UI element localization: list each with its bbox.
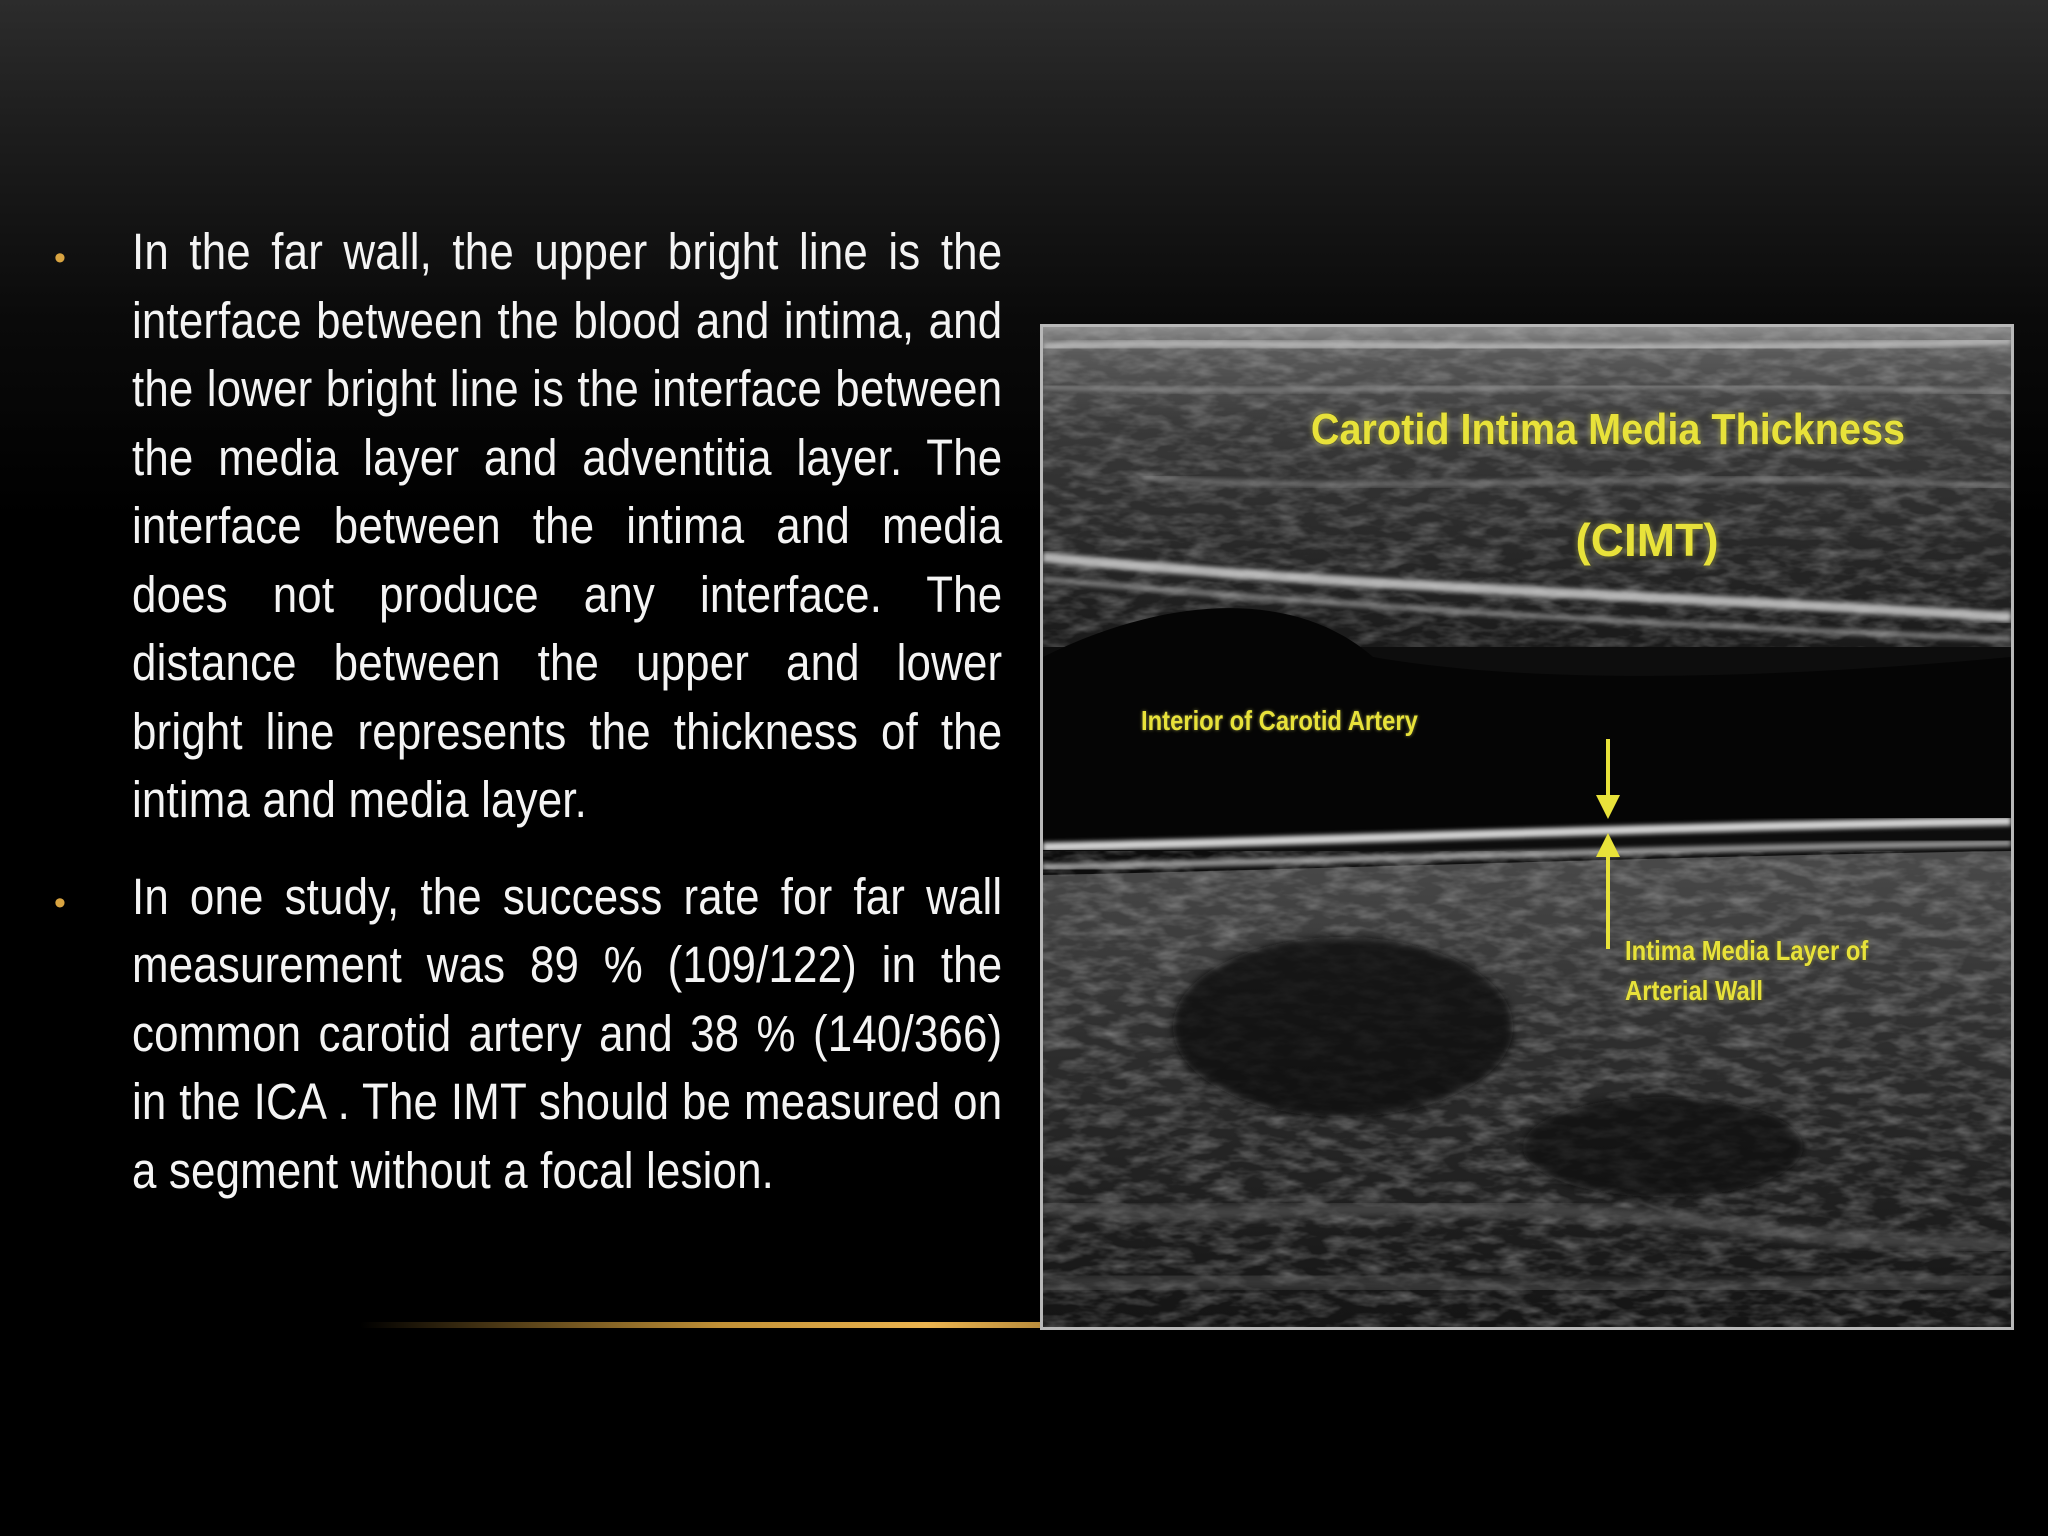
bullet-item-2 [50, 863, 1002, 1206]
bullet-text-study: In one study, the success rate for far wall measurement was 89 % (109/122) in the common carotid artery and 38 % (140/366) in the ICA . The IMT should be measured on a segment without a focal lesion. [132, 867, 1003, 1199]
bullet-item-1 [50, 218, 1002, 835]
bullet-marker: • [54, 239, 66, 277]
ultrasound-image [1040, 324, 2014, 1330]
bullet-marker: • [54, 883, 66, 922]
label-intima-media-layer: Intima Media Layer of Arterial Wall [1625, 935, 1869, 1006]
ultrasound-title: Carotid Intima Media Thickness [1310, 405, 1906, 454]
bullet-list [50, 218, 1002, 1233]
bullet-text-far-wall: In the far wall, the upper bright line is the interface between the blood and intima, and the lower bright line is the interface between the media layer and adventitia layer. The interface between the intima and media does not produce any interface. The distance between the upper and lower bright line represents the thickness of the intima and media layer. [132, 223, 1003, 828]
label-interior-carotid-artery: Interior of Carotid Artery [1141, 705, 1418, 736]
ultrasound-scan-graphic [1043, 327, 2011, 1327]
ultrasound-subtitle: (CIMT) [1575, 514, 1719, 566]
